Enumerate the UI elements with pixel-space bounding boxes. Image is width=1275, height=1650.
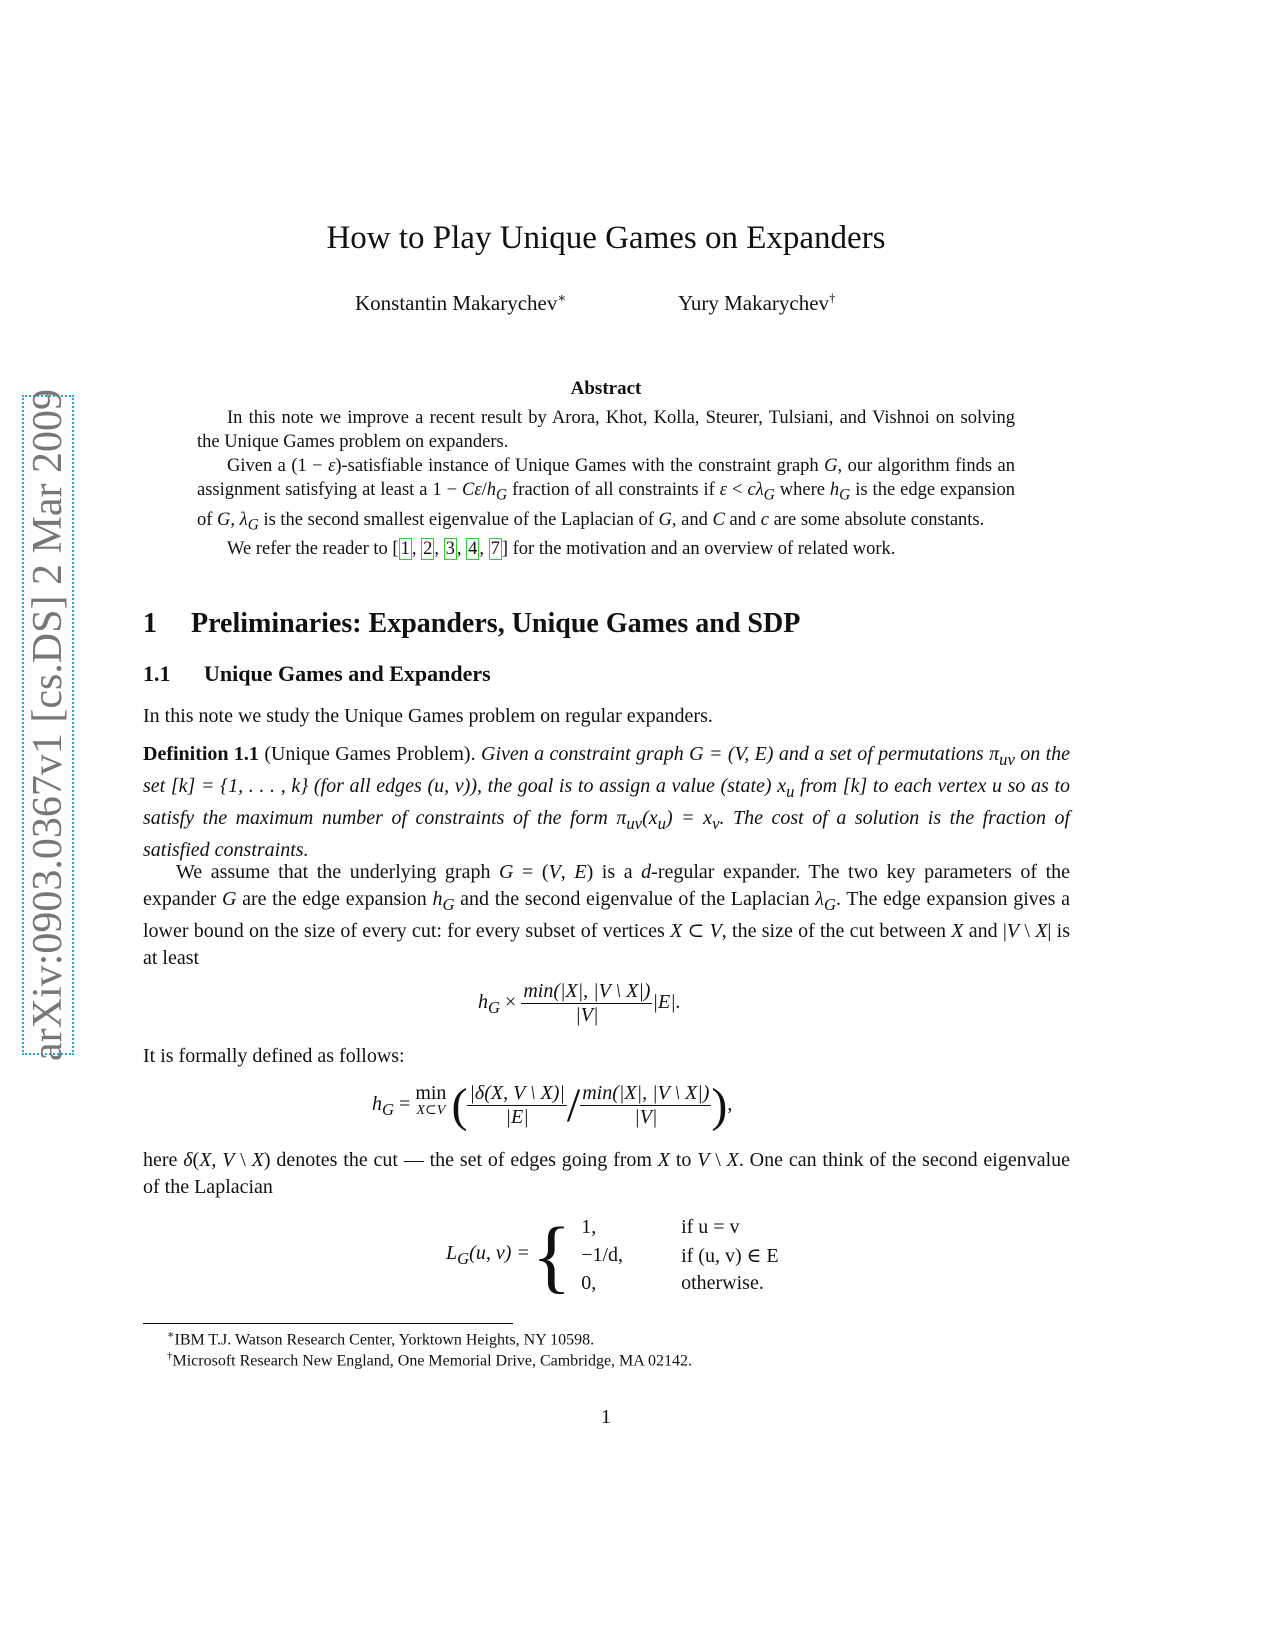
math-subscript: G — [247, 516, 259, 534]
definition-block — [143, 741, 1070, 864]
math: G — [382, 1100, 395, 1120]
math-subscript: G — [496, 486, 508, 504]
brace: { — [531, 1209, 572, 1301]
section-number: 1 — [143, 608, 157, 639]
inline-math: k — [850, 775, 860, 797]
citation-list: [ 1 , 2 , 3 , 4 , 7 ] — [392, 539, 509, 560]
footnote-mark: † — [167, 1350, 173, 1362]
text: In this note we study the Unique Games problem on regular expanders. — [143, 705, 713, 727]
math: = — [394, 1093, 416, 1116]
inline-math: k — [178, 775, 188, 797]
definition-name: (Unique Games Problem). — [264, 743, 476, 765]
math-subscript: G — [839, 486, 851, 504]
text: here δ(X, V \ X) denotes the cut — the set of edges going from X to V \ X. One can think of the second eigenvalue of the Laplacian — [143, 1149, 1071, 1198]
citation-link[interactable]: 2 — [423, 539, 433, 560]
cases-table — [573, 1214, 786, 1297]
text: We refer the reader to — [227, 539, 393, 560]
section-heading — [143, 608, 800, 640]
inline-math: $C\varepsilon/h_G$ — [462, 480, 508, 504]
denominator: |V| — [575, 1004, 599, 1026]
footnote-mark: ∗ — [167, 1329, 175, 1341]
numerator: |δ(X, V \ X)| — [469, 1082, 565, 1104]
footnote-mark[interactable]: † — [829, 290, 836, 305]
equation-laplacian — [446, 1209, 787, 1301]
citation-link[interactable]: 4 — [468, 539, 478, 560]
math: |E|. — [652, 991, 681, 1014]
fraction — [521, 980, 652, 1027]
fraction — [467, 1082, 566, 1129]
text: for the motivation and an overview of related work. — [508, 539, 896, 560]
inline-math: $\pi_{uv}$ — [616, 807, 643, 833]
inline-math: X — [657, 1149, 671, 1171]
case-row — [573, 1214, 786, 1241]
math: X⊂V — [416, 1103, 446, 1119]
denominator: |V| — [634, 1106, 658, 1128]
section-title: Preliminaries: Expanders, Unique Games and SDP — [191, 608, 801, 639]
author-name: Konstantin Makarychev — [355, 291, 558, 315]
subsection-title: Unique Games and Expanders — [204, 661, 491, 686]
case-condition: if u = v — [681, 1216, 740, 1238]
math-subscript: G — [442, 895, 455, 914]
inline-math: X — [1035, 920, 1048, 942]
math-subscript: G — [823, 895, 836, 914]
inline-math: $h_G$ — [829, 480, 851, 504]
text: It is formally defined as follows: — [143, 1045, 405, 1067]
text: We assume that the underlying graph G = (V, E) is a d-regular expander. The two key parameters of the expander G are the edge expansion $h_G$ and the second eigenvalue of the Laplacian $\lambda_G$. The edge expansion gives a lower bound on the size of every cut: for every subset of vertices X ⊂ V, the size of the cut between X and |V \ X| is at least — [143, 861, 1071, 969]
math: min — [415, 1082, 447, 1105]
inline-math: G — [221, 888, 237, 910]
inline-math: V, E — [734, 743, 767, 765]
math: h — [478, 991, 488, 1014]
abstract-references-paragraph — [197, 537, 1015, 561]
case-condition: otherwise. — [681, 1272, 764, 1294]
equation-edge-expansion: $h_G = \min$ X⊂V ( $\frac{|\delta(X, V \backslash X)|}{|E|}$ / $\frac{\min(|X|, |V \backslash X|)}{|V|}$ ), — [372, 1079, 733, 1132]
author-2 — [678, 290, 836, 316]
inline-math: X, V — [199, 1149, 235, 1171]
math-subscript: v — [712, 814, 720, 833]
inline-math: δ — [183, 1149, 193, 1171]
inline-math: ε — [328, 456, 336, 476]
inline-math: $x_u$ — [777, 775, 795, 801]
case-row — [573, 1241, 786, 1270]
inline-math: X — [670, 920, 683, 942]
inline-math: V — [1006, 920, 1020, 942]
inline-math: u — [991, 775, 1002, 797]
case-value: −1/d, — [581, 1244, 624, 1266]
subsection-heading — [143, 661, 491, 687]
math: G — [488, 998, 501, 1018]
denominator: |E| — [505, 1106, 529, 1128]
inline-math: $x_v$ — [703, 807, 720, 833]
footnote-mark[interactable]: ∗ — [557, 290, 567, 305]
inline-math: $\lambda_G$ — [239, 509, 259, 534]
footnote-text: IBM T.J. Watson Research Center, Yorktown Heights, NY 10598. — [174, 1331, 595, 1349]
inline-math: $\lambda_G$ — [815, 888, 836, 914]
inline-math: d — [641, 861, 652, 883]
inline-math: G — [217, 509, 231, 530]
math: G — [457, 1249, 470, 1268]
inline-math: k — [291, 775, 301, 797]
inline-math: $h_G$ — [432, 888, 455, 914]
math-subscript: uv — [626, 814, 643, 833]
numerator: min(|X|, |V \ X|) — [523, 980, 651, 1002]
footnote-2 — [167, 1350, 692, 1370]
inline-math: G — [824, 456, 838, 476]
math: h — [372, 1093, 382, 1116]
arxiv-id: arXiv:0903.0367v1 [cs.DS] 2 Mar 2009 — [25, 389, 71, 1061]
case-value: 1, — [581, 1216, 597, 1238]
inline-math: u, v — [434, 775, 464, 797]
math-subscript: uv — [999, 750, 1015, 769]
arxiv-stamp — [22, 389, 74, 1061]
footnote-1 — [167, 1328, 594, 1349]
abstract-heading: Abstract — [570, 378, 642, 399]
case-row — [573, 1270, 786, 1297]
equation-cut-bound — [478, 980, 681, 1027]
math-subscript: u — [786, 782, 795, 801]
inline-math: V — [709, 920, 722, 942]
footnote-rule — [143, 1323, 513, 1324]
inline-math: $\varepsilon < c\lambda_G$ — [719, 480, 775, 504]
math-subscript: G — [763, 486, 775, 504]
author-name: Yury Makarychev — [678, 291, 830, 315]
definition-label: Definition 1.1 — [143, 743, 259, 765]
author-1 — [355, 290, 566, 316]
body-paragraph — [143, 1043, 1070, 1070]
inline-math: X — [726, 1149, 739, 1171]
abstract-paragraph: In this note we improve a recent result by Arora, Khot, Kolla, Steurer, Tulsiani, and Vishnoi on solving the Unique Games problem on expanders. — [197, 408, 1015, 452]
inline-math: G — [658, 509, 672, 530]
case-value: 0, — [581, 1272, 597, 1294]
body-paragraph — [143, 859, 1070, 972]
footnote-text: Microsoft Research New England, One Memorial Drive, Cambridge, MA 02142. — [172, 1352, 692, 1370]
math: × — [500, 991, 522, 1014]
math: (u, v) = — [469, 1242, 530, 1264]
inline-math: G — [689, 743, 704, 765]
definition-text: Given a constraint graph G = (V, E) and a set of permutations $\pi_{uv}$ on the set [k] = {1, . . . , k} (for all edges (u, v)), the goal is to assign a value (state) $x_u$ from [k] to each vertex u so as to satisfy the maximum number of constraints of the form $\pi_{uv}(x_u) = x_v$. The cost of a solution is the fraction of satisfied constraints. — [143, 743, 1071, 861]
inline-math: V — [697, 1149, 710, 1171]
case-condition: if (u, v) ∈ E — [681, 1245, 779, 1267]
min-operator — [415, 1082, 446, 1117]
inline-math: X — [251, 1149, 264, 1171]
math: , — [727, 1093, 733, 1116]
abstract — [197, 406, 1015, 561]
page-number: 1 — [601, 1406, 611, 1428]
inline-math: G — [499, 861, 514, 883]
inline-math: V, E — [548, 861, 587, 883]
citation-link[interactable]: 1 — [400, 539, 410, 560]
numerator: min(|X|, |V \ X|) — [582, 1082, 710, 1104]
body-paragraph — [143, 1147, 1070, 1201]
inline-math: C — [712, 509, 725, 530]
paper-title: How to Play Unique Games on Expanders — [326, 220, 886, 256]
fraction — [580, 1082, 711, 1129]
inline-math: $x_u$ — [648, 807, 666, 833]
intro-paragraph — [143, 703, 1070, 730]
inline-math: X — [951, 920, 964, 942]
citation-link[interactable]: 3 — [445, 539, 455, 560]
math-subscript: u — [657, 814, 666, 833]
math: L — [446, 1242, 458, 1264]
abstract-paragraph: Given a (1 − ε)-satisfiable instance of Unique Games with the constraint graph G, our algorithm finds an assignment satisfying at least a $1 - C\varepsilon/h_G$ fraction of all constraints if $\varepsilon < c\lambda_G$ where $h_G$ is the edge expansion of G, $\lambda_G$ is the second smallest eigenvalue of the Laplacian of G, and C and c are some absolute constants. — [197, 456, 1015, 534]
inline-math: $\pi_{uv}$ — [989, 743, 1015, 769]
subsection-number: 1.1 — [143, 661, 171, 686]
citation-link[interactable]: 7 — [490, 539, 500, 560]
inline-math: c — [760, 509, 769, 530]
